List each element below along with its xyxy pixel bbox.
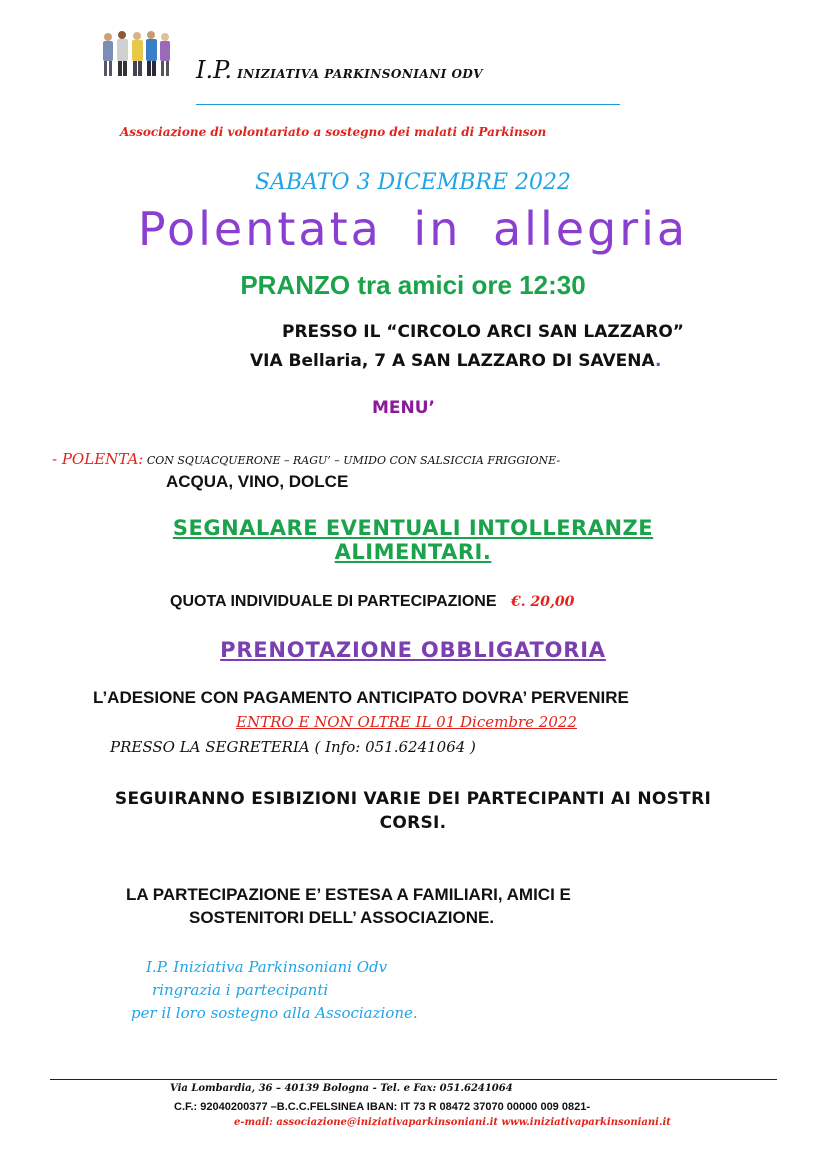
exhibitions-notice: [0, 787, 826, 835]
org-subtitle: Associazione di volontariato a sostegno dei malati di Parkinson: [120, 125, 547, 139]
menu-title: MENU’: [372, 398, 436, 418]
thanks-line-1: I.P. Iniziativa Parkinsoniani Odv: [146, 958, 388, 976]
venue-address-text: VIA Bellaria, 7 A SAN LAZZARO DI SAVENA: [250, 351, 655, 371]
event-title: Polentata in allegria: [137, 202, 689, 256]
quota-price: €. 20,00: [510, 594, 575, 610]
footer-address: Via Lombardia, 36 – 40139 Bologna - Tel. e Fax: 051.6241064: [170, 1083, 513, 1094]
thanks-line-2: ringrazia i partecipanti: [152, 981, 329, 999]
menu-item-label: - POLENTA:: [52, 450, 144, 468]
quota-row: [170, 593, 574, 611]
intolerance-line-2: ALIMENTARI.: [334, 540, 492, 564]
org-full-name: INIZIATIVA PARKINSONIANI ODV: [237, 67, 483, 81]
quota-label: QUOTA INDIVIDUALE DI PARTECIPAZIONE: [170, 593, 497, 610]
footer-bank-info: C.F.: 92040200377 –B.C.C.FELSINEA IBAN: IT 73 R 08472 37070 00000 009 0821-: [174, 1101, 590, 1113]
intolerance-notice: [0, 516, 826, 564]
venue-name: PRESSO IL “CIRCOLO ARCI SAN LAZZARO”: [282, 322, 684, 342]
venue-dot: .: [654, 351, 662, 371]
exhibitions-line-1: SEGUIRANNO ESIBIZIONI VARIE DEI PARTECIPANTI AI NOSTRI: [114, 789, 712, 809]
participation-line-1: LA PARTECIPAZIONE E’ ESTESA A FAMILIARI, AMICI E: [126, 885, 571, 904]
lunch-time: PRANZO tra amici ore 12:30: [240, 270, 586, 300]
participation-notice: [126, 883, 571, 929]
menu-item: [52, 450, 560, 468]
footer-divider: [50, 1079, 777, 1080]
adesione-text: L’ADESIONE CON PAGAMENTO ANTICIPATO DOVRA’ PERVENIRE: [93, 688, 629, 707]
menu-item-text: CON SQUACQUERONE – RAGU’ – UMIDO CON SALSICCIA FRIGGIONE-: [146, 454, 561, 467]
segreteria-info: PRESSO LA SEGRETERIA ( Info: 051.6241064 ): [110, 738, 476, 756]
footer-contacts: e-mail: associazione@iniziativaparkinsoniani.it www.iniziativaparkinsoniani.it: [234, 1117, 671, 1128]
header-divider: [196, 104, 620, 105]
booking-required: PRENOTAZIONE OBBLIGATORIA: [220, 638, 606, 662]
exhibitions-line-2: CORSI.: [379, 813, 447, 833]
intolerance-line-1: SEGNALARE EVENTUALI INTOLLERANZE: [172, 516, 654, 540]
venue-address: [250, 351, 661, 371]
participation-line-2: SOSTENITORI DELL’ ASSOCIAZIONE.: [189, 908, 495, 927]
thanks-line-3: per il loro sostegno alla Associazione.: [131, 1004, 418, 1022]
people-logo-icon: [98, 28, 178, 78]
org-short-name: I.P.: [196, 56, 233, 84]
organization-title: [196, 56, 483, 84]
event-date: SABATO 3 DICEMBRE 2022: [254, 170, 572, 195]
menu-extras: ACQUA, VINO, DOLCE: [166, 472, 349, 491]
deadline-text: ENTRO E NON OLTRE IL 01 Dicembre 2022: [236, 713, 577, 731]
